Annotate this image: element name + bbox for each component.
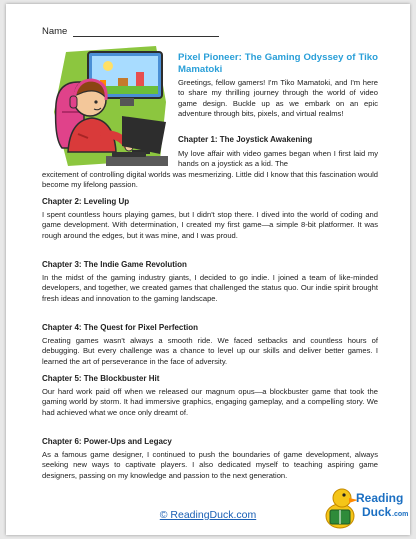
chapter-6-heading: Chapter 6: Power-Ups and Legacy <box>42 437 172 446</box>
chapter-2-heading: Chapter 2: Leveling Up <box>42 197 130 206</box>
chapter-6-section <box>42 437 378 481</box>
chapter-1-text-part-b: excitement of controlling digital worlds was mesmerizing. Little did I know that this fascination would become my lifelong passion. <box>42 170 378 190</box>
logo-word-reading: Reading <box>356 491 404 505</box>
chapter-2-text: I spent countless hours playing games, but I didn't stop there. I dived into the world of coding and game development. With determination, I created my first game—a simple 8-bit platformer. It was rough around the edges, but it was mine, and I was proud. <box>42 210 378 240</box>
chapter-1-heading: Chapter 1: The Joystick Awakening <box>178 135 313 144</box>
chapter-3-heading: Chapter 3: The Indie Game Revolution <box>42 260 187 269</box>
name-input-line[interactable] <box>73 27 219 37</box>
chapter-2-section <box>42 197 378 241</box>
gamer-kid-illustration <box>48 42 172 172</box>
intro-paragraph: Greetings, fellow gamers! I'm Tiko Mamatoki, and I'm here to share my thrilling journey through the world of video game design. Buckle up as we embark on an epic adventure through bits, pixels, and virtual realms! <box>178 78 378 118</box>
chapter-4-heading: Chapter 4: The Quest for Pixel Perfection <box>42 323 199 332</box>
chapter-6-text: As a famous game designer, I continued to push the boundaries of game development, always seeking new ways to captivate players. I also dedicated myself to teaching aspiring game designers, passing on my knowledge and passion to the next generation. <box>42 450 378 480</box>
name-field-row <box>42 26 219 37</box>
chapter-4-text: Creating games wasn't always a smooth ride. We faced setbacks and countless hours of debugging. But every challenge was a chance to level up our skills and deliver better games. I learned the art of perseverance in the face of adversity. <box>42 336 378 366</box>
chapter-3-section <box>42 260 378 304</box>
chapter-3-text: In the midst of the gaming industry giants, I decided to go indie. I joined a team of like-minded developers, and together, we created games that challenged the status quo. Our indie spirit brought fresh ideas and innovation to the gaming landscape. <box>42 273 378 303</box>
chapter-1-text-part-a: My love affair with video games began when I first laid my hands on a joystick as a kid. The <box>178 149 378 169</box>
chapter-5-heading: Chapter 5: The Blockbuster Hit <box>42 374 160 383</box>
chapter-4-section <box>42 323 378 367</box>
logo-word-com: .com <box>392 511 409 518</box>
worksheet-page <box>6 4 410 535</box>
logo-word-duck: Duck <box>362 505 392 519</box>
reading-duck-logo[interactable] <box>322 482 412 532</box>
chapter-5-section <box>42 374 378 418</box>
footer-copyright-link[interactable]: © ReadingDuck.com <box>159 509 257 521</box>
name-label: Name <box>42 26 68 37</box>
duck-mascot-icon <box>326 489 358 528</box>
story-title: Pixel Pioneer: The Gaming Odyssey of Tiko Mamatoki <box>178 52 378 75</box>
chapter-5-text: Our hard work paid off when we released our magnum opus—a blockbuster game that took the gaming world by storm. It had immersive graphics, engaging gameplay, and a compelling story. We had achieved what we once only dreamt of. <box>42 387 378 417</box>
